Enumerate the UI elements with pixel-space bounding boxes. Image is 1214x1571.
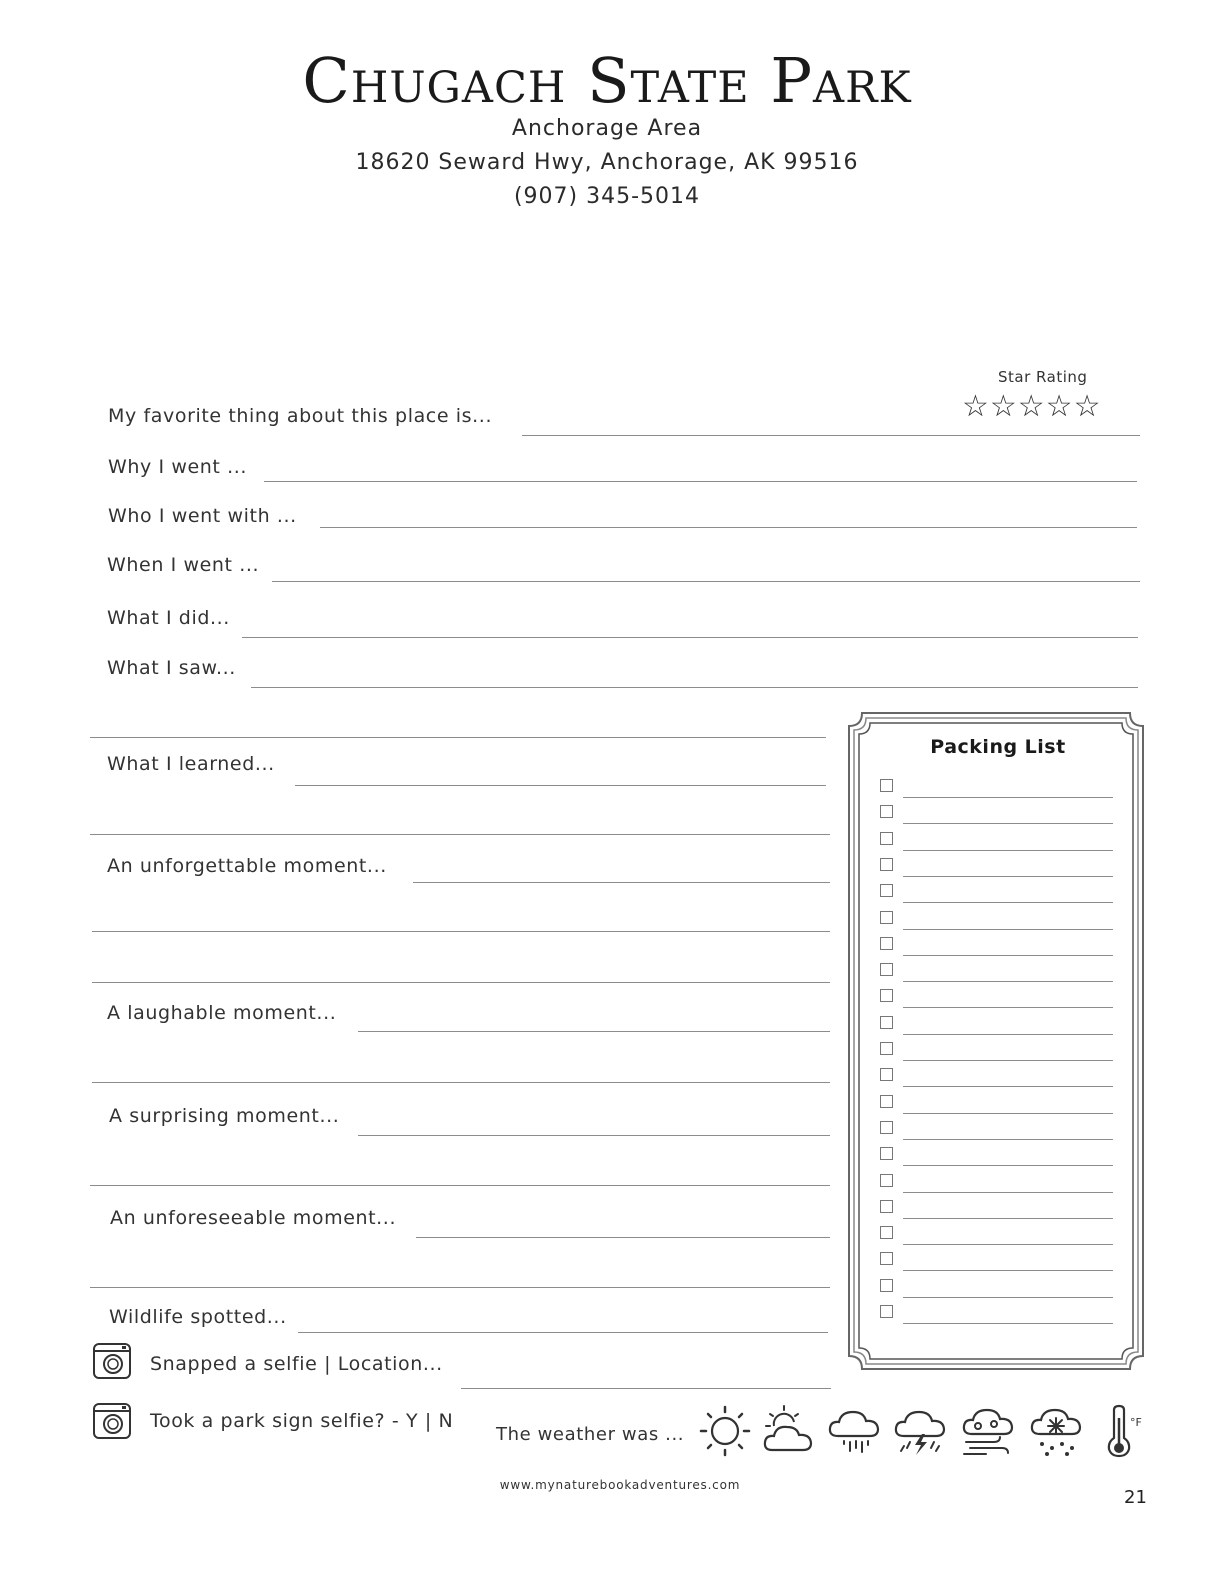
packing-item-line[interactable] xyxy=(903,1165,1113,1166)
surprising-prompt: A surprising moment... xyxy=(109,1105,340,1127)
wildlife-prompt: Wildlife spotted... xyxy=(109,1306,287,1328)
packing-checkbox[interactable] xyxy=(880,858,893,871)
unforgettable-prompt: An unforgettable moment... xyxy=(107,855,387,877)
saw-answer-line[interactable] xyxy=(251,687,1138,688)
packing-checkbox[interactable] xyxy=(880,1305,893,1318)
sun-icon[interactable] xyxy=(696,1404,754,1458)
surprising-extra-line[interactable] xyxy=(90,1185,830,1186)
packing-checkbox[interactable] xyxy=(880,1226,893,1239)
packing-checkbox[interactable] xyxy=(880,1252,893,1265)
packing-checkbox[interactable] xyxy=(880,1279,893,1292)
packing-checkbox[interactable] xyxy=(880,1147,893,1160)
saw-prompt: What I saw... xyxy=(107,657,236,679)
when-answer-line[interactable] xyxy=(272,581,1140,582)
packing-item-line[interactable] xyxy=(903,1113,1113,1114)
address: 18620 Seward Hwy, Anchorage, AK 99516 xyxy=(355,150,859,175)
unforeseeable-extra-line[interactable] xyxy=(90,1287,830,1288)
saw-extra-line[interactable] xyxy=(90,737,826,738)
packing-checkbox[interactable] xyxy=(880,989,893,1002)
who-prompt: Who I went with ... xyxy=(108,505,297,527)
packing-list-title: Packing List xyxy=(930,736,1066,758)
laughable-answer-line[interactable] xyxy=(358,1031,830,1032)
phone-number: (907) 345-5014 xyxy=(513,184,701,209)
why-prompt: Why I went ... xyxy=(108,456,248,478)
camera-icon xyxy=(92,1340,132,1380)
learned-extra-line[interactable] xyxy=(90,834,830,835)
packing-item-line[interactable] xyxy=(903,823,1113,824)
camera-icon xyxy=(92,1400,132,1440)
packing-checkbox[interactable] xyxy=(880,884,893,897)
why-answer-line[interactable] xyxy=(264,481,1137,482)
packing-item-line[interactable] xyxy=(903,929,1113,930)
unforgettable-extra-line-1[interactable] xyxy=(92,931,830,932)
packing-item-line[interactable] xyxy=(903,876,1113,877)
packing-checkbox[interactable] xyxy=(880,1174,893,1187)
packing-item-line[interactable] xyxy=(903,797,1113,798)
packing-checkbox[interactable] xyxy=(880,832,893,845)
packing-checkbox[interactable] xyxy=(880,805,893,818)
packing-item-line[interactable] xyxy=(903,1139,1113,1140)
selfie-location-line[interactable] xyxy=(461,1388,831,1389)
packing-item-line[interactable] xyxy=(903,1034,1113,1035)
packing-item-line[interactable] xyxy=(903,1218,1113,1219)
packing-item-line[interactable] xyxy=(903,1007,1113,1008)
favorite-answer-line[interactable] xyxy=(522,435,1140,436)
page-number: 21 xyxy=(1124,1487,1147,1508)
packing-item-line[interactable] xyxy=(903,1270,1113,1271)
page-title: Chugach State Park xyxy=(302,44,912,117)
star-rating-stars[interactable]: ☆☆☆☆☆ xyxy=(962,389,1102,424)
weather-prompt: The weather was ... xyxy=(496,1424,685,1445)
packing-item-line[interactable] xyxy=(903,1060,1113,1061)
packing-checkbox[interactable] xyxy=(880,1042,893,1055)
thermometer-icon[interactable] xyxy=(1100,1404,1144,1458)
packing-item-line[interactable] xyxy=(903,1086,1113,1087)
unforgettable-extra-line-2[interactable] xyxy=(92,982,830,983)
laughable-extra-line[interactable] xyxy=(92,1082,830,1083)
packing-item-line[interactable] xyxy=(903,1297,1113,1298)
area-name: Anchorage Area xyxy=(511,116,703,141)
packing-checkbox[interactable] xyxy=(880,1200,893,1213)
packing-checkbox[interactable] xyxy=(880,1121,893,1134)
who-answer-line[interactable] xyxy=(320,527,1137,528)
packing-item-line[interactable] xyxy=(903,981,1113,982)
packing-checkbox[interactable] xyxy=(880,1016,893,1029)
thunderstorm-icon[interactable] xyxy=(892,1404,950,1458)
learned-prompt: What I learned... xyxy=(107,753,275,775)
surprising-answer-line[interactable] xyxy=(358,1135,830,1136)
packing-item-line[interactable] xyxy=(903,850,1113,851)
laughable-prompt: A laughable moment... xyxy=(107,1002,337,1024)
selfie-prompt: Snapped a selfie | Location... xyxy=(150,1353,443,1375)
packing-checkbox[interactable] xyxy=(880,963,893,976)
favorite-prompt: My favorite thing about this place is... xyxy=(108,405,493,427)
packing-checkbox[interactable] xyxy=(880,937,893,950)
packing-checkbox[interactable] xyxy=(880,911,893,924)
did-prompt: What I did... xyxy=(107,607,230,629)
packing-item-line[interactable] xyxy=(903,902,1113,903)
footer-url[interactable]: www.mynaturebookadventures.com xyxy=(499,1478,741,1492)
unforeseeable-answer-line[interactable] xyxy=(416,1237,830,1238)
sign-selfie-prompt: Took a park sign selfie? - Y | N xyxy=(150,1410,454,1432)
packing-checkbox[interactable] xyxy=(880,779,893,792)
partly-cloudy-icon[interactable] xyxy=(760,1404,818,1458)
packing-item-line[interactable] xyxy=(903,955,1113,956)
packing-checkbox[interactable] xyxy=(880,1068,893,1081)
svg-text:°F: °F xyxy=(1130,1416,1142,1429)
star-rating-label: Star Rating xyxy=(998,368,1088,386)
wildlife-answer-line[interactable] xyxy=(298,1332,828,1333)
packing-item-line[interactable] xyxy=(903,1323,1113,1324)
when-prompt: When I went ... xyxy=(107,554,260,576)
snow-icon[interactable] xyxy=(1028,1404,1086,1458)
rain-icon[interactable] xyxy=(826,1404,884,1458)
wind-icon[interactable] xyxy=(960,1404,1018,1458)
learned-answer-line[interactable] xyxy=(295,785,826,786)
packing-item-line[interactable] xyxy=(903,1192,1113,1193)
did-answer-line[interactable] xyxy=(242,637,1138,638)
unforgettable-answer-line[interactable] xyxy=(413,882,830,883)
packing-checkbox[interactable] xyxy=(880,1095,893,1108)
unforeseeable-prompt: An unforeseeable moment... xyxy=(110,1207,397,1229)
packing-item-line[interactable] xyxy=(903,1244,1113,1245)
